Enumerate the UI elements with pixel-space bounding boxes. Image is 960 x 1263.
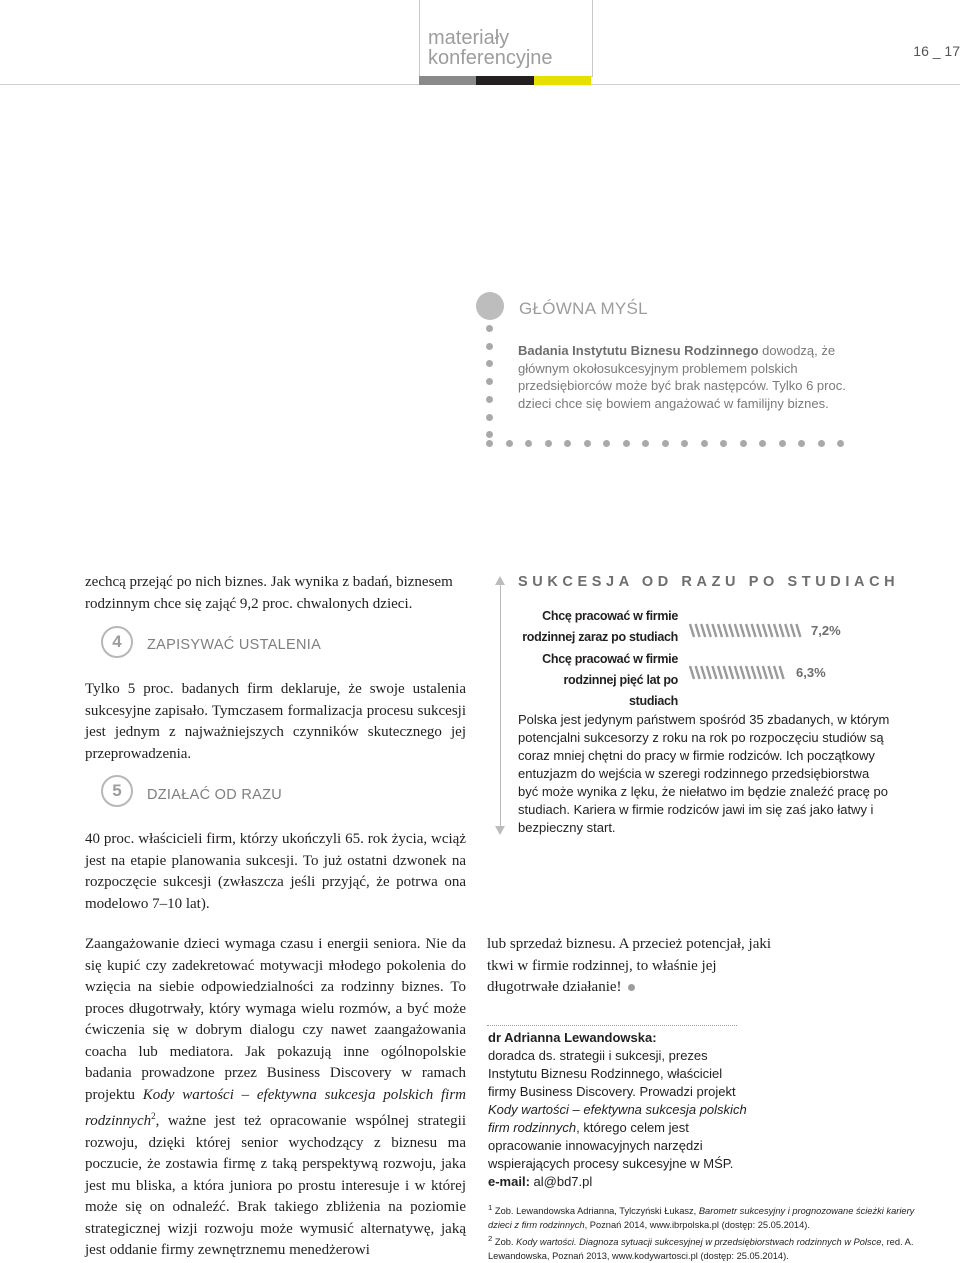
frame-dot-16	[662, 440, 669, 447]
chart-bar-1-stripe	[746, 624, 750, 637]
chart-bar-1-stripe	[696, 624, 700, 637]
chart-bar-1-stripe	[791, 624, 795, 637]
frame-dot-6	[486, 431, 493, 438]
frame-dot-5	[486, 414, 493, 421]
frame-dot-11	[564, 440, 571, 447]
arrow-down-icon	[495, 826, 505, 835]
footnote-1-number: 1	[488, 1203, 493, 1212]
footnote-ref-2: 2	[151, 1111, 156, 1121]
section-4-title: ZAPISYWAĆ USTALENIA	[147, 637, 322, 653]
frame-dot-9	[525, 440, 532, 447]
chart-bar-2-stripe	[701, 666, 705, 679]
section-5-title: DZIAŁAĆ OD RAZU	[147, 787, 283, 803]
chart-bar-2-stripe	[712, 666, 716, 679]
brand-line-1: materiały	[428, 27, 510, 49]
author-bio: doradca ds. strategii i sukcesji, prezes Instytutu Biznesu Rodzinnego, właściciel firmy Business Discovery. Prowadzi projekt	[488, 1048, 736, 1099]
chart-title: SUKCESJA OD RAZU PO STUDIACH	[518, 574, 900, 590]
chart-category-label-1-line-2: rodzinnej zaraz po studiach	[522, 630, 678, 644]
author-email: al@bd7.pl	[529, 1174, 593, 1189]
chart-bar-2-stripe	[690, 666, 694, 679]
chart-bar-2-stripe	[740, 666, 744, 679]
chart-bar-2	[690, 666, 784, 679]
chart-bar-1-stripe	[724, 624, 728, 637]
frame-dot-25	[837, 440, 844, 447]
frame-dot-8	[506, 440, 513, 447]
frame-dot-21	[759, 440, 766, 447]
chart-bar-1-stripe	[752, 624, 756, 637]
frame-dot-19	[720, 440, 727, 447]
author-project-title: Kody wartości – efektywna sukcesja polskich firm rodzinnych	[488, 1102, 747, 1135]
chart-bar-1-stripe	[707, 624, 711, 637]
chart-bar-1-stripe	[690, 624, 694, 637]
chart-bar-1-stripe	[718, 624, 722, 637]
chart-bar-2-stripe	[735, 666, 739, 679]
body-left-text: Zaangażowanie dzieci wymaga czasu i energii seniora. Nie da się kupić czy zadekretować motywacji młodego pokolenia do wzięcia na siebie odpowiedzialności za rodzinny biznes. To proces długotrwały, który wymaga wielu rozmów, a być może ćwiczenia się w dobrym dialogu czy nawet zaangażowania coacha lub mediatora. Jak pokazują inne ogólnopolskie badania prowadzone przez Business Discovery w ramach projektu	[85, 936, 466, 1103]
end-mark-icon	[628, 984, 635, 991]
chart-value-label-1: 7,2%	[811, 623, 841, 638]
brand-bar-black	[476, 76, 534, 85]
frame-dot-22	[779, 440, 786, 447]
chart-value-label-2: 6,3%	[796, 665, 826, 680]
body-left-project-title: Kody wartości – efektywna sukcesja polskich firm rodzinnych	[85, 1086, 466, 1129]
page-number: 16 _ 17	[913, 43, 960, 59]
chart-bar-2-stripe	[774, 666, 778, 679]
frame-dot-1	[486, 343, 493, 350]
chart-bar-2-stripe	[724, 666, 728, 679]
brand-bar-yellow	[534, 76, 591, 85]
chart-bar-1-stripe	[740, 624, 744, 637]
frame-dot-7	[486, 440, 493, 447]
chart-bar-1-stripe	[780, 624, 784, 637]
intro-paragraph: zechcą przejąć po nich biznes. Jak wynika z badań, biznesem rodzinnym chce się zająć 9,2 proc. chwalonych dzieci.	[85, 574, 453, 612]
section-5-text: 40 proc. właścicieli firm, którzy ukończyli 65. rok życia, wciąż jest na etapie planowania sukcesji. To już ostatni dzwonek na rozpoczęcie sukcesji (zwłaszcza jeśli przyjąć, że potrwa ona modelowo 7–10 lat).	[85, 831, 466, 912]
frame-dot-10	[545, 440, 552, 447]
main-thought-body	[518, 342, 858, 412]
chart-bar-2-stripe	[780, 666, 784, 679]
chart-bar-1	[690, 624, 800, 637]
footnote-1	[488, 1201, 928, 1232]
frame-dot-2	[486, 360, 493, 367]
frame-dot-12	[584, 440, 591, 447]
author-bio-rest: , którego celem jest opracowanie innowacyjnych narzędzi wspierających procesy sukcesyjne w MŚP.	[488, 1120, 734, 1171]
section-4-text: Tylko 5 proc. badanych firm deklaruje, że swoje ustalenia sukcesyjne zapisało. Tymczasem formalizacja procesu sukcesji jest jednym z najważniejszych czynników skutecznego jej przeprowadzenia.	[85, 681, 466, 762]
footnote-2-source: , red. A. Lewandowska, Poznań 2013, www.kodywartosci.pl (dostęp: 25.05.2014).	[488, 1237, 914, 1261]
chart-category-label-2	[518, 649, 678, 712]
chart-bar-2-stripe	[696, 666, 700, 679]
chart-bar-1-stripe	[729, 624, 733, 637]
footnote-2-number: 2	[488, 1234, 493, 1244]
section-4-number: 4	[101, 626, 133, 658]
main-thought-bullet-icon	[476, 292, 504, 320]
chart-bar-2-stripe	[763, 666, 767, 679]
body-right-text: lub sprzedaż biznesu. A przecież potencjał, jaki tkwi w firmie rodzinnej, to właśnie jej długotrwałe działanie!	[487, 936, 772, 995]
chart-bar-1-stripe	[796, 624, 800, 637]
author-name: dr Adrianna Lewandowska:	[488, 1030, 657, 1045]
footnote-1-source: , Poznań 2014, www.ibrpolska.pl (dostęp: 25.05.2014).	[584, 1219, 810, 1230]
frame-dot-3	[486, 378, 493, 385]
section-5-number: 5	[101, 775, 133, 807]
body-right-paragraph	[487, 934, 787, 999]
body-left-paragraph	[85, 934, 466, 1262]
frame-dot-24	[818, 440, 825, 447]
chart-bar-1-stripe	[763, 624, 767, 637]
chart-description: Polska jest jedynym państwem spośród 35 zbadanych, w którym potencjalni sukcesorzy z roku na rok po rozpoczęciu studiów są coraz mniej chętni do pracy w firmie rodziców. Ich początkowy entuzjazm do wejścia w szeregi rodzinnego przedsiębiorstwa być może wynika z lęku, że niełatwo im będzie znaleźć pracę po studiach. Kariera w firmie rodziców jawi im się zaś jako łatwy i bezpieczny start.	[518, 712, 890, 835]
chart-category-label-1-line-1: Chcę pracować w firmie	[542, 609, 678, 623]
frame-dot-14	[623, 440, 630, 447]
footnote-2-text: Zob.	[492, 1237, 517, 1248]
brand-logo	[428, 28, 553, 68]
frame-dot-17	[681, 440, 688, 447]
frame-dot-4	[486, 396, 493, 403]
chart-bar-1-stripe	[735, 624, 739, 637]
frame-dot-13	[603, 440, 610, 447]
author-box	[488, 1029, 748, 1191]
author-divider	[487, 1025, 737, 1026]
chart-bar-2-stripe	[768, 666, 772, 679]
chart-bar-1-stripe	[712, 624, 716, 637]
chart-bar-2-stripe	[729, 666, 733, 679]
frame-dot-18	[701, 440, 708, 447]
chart-bar-2-stripe	[752, 666, 756, 679]
chart-bar-1-stripe	[757, 624, 761, 637]
footnote-1-text: Zob. Lewandowska Adrianna, Tylczyński Łukasz,	[492, 1206, 699, 1217]
chart-bar-2-stripe	[746, 666, 750, 679]
chart-category-label-2-line-2: rodzinnej pięć lat po studiach	[563, 673, 678, 708]
brand-bar-gray	[419, 76, 476, 85]
chart-bar-2-stripe	[718, 666, 722, 679]
footnotes	[488, 1201, 928, 1263]
main-thought-lead: Badania Instytutu Biznesu Rodzinnego	[518, 343, 759, 358]
frame-dot-15	[642, 440, 649, 447]
footnote-2-title: Kody wartości. Diagnoza sytuacji sukcesyjnej w przedsiębiorstwach rodzinnych w Polsce	[516, 1237, 882, 1248]
chart-bar-1-stripe	[774, 624, 778, 637]
brand-line-2: konferencyjne	[428, 47, 553, 69]
frame-dot-23	[798, 440, 805, 447]
vertical-rule	[500, 584, 501, 832]
frame-dot-20	[740, 440, 747, 447]
chart-bar-1-stripe	[768, 624, 772, 637]
chart-category-label-1	[518, 606, 678, 648]
chart-bar-2-stripe	[757, 666, 761, 679]
body-left-text-rest: , ważne jest też opracowanie wspólnej strategii rozwoju, dzięki której senior wychodzący z biznesu ma poczucie, że zostawia firmę z taką perspektywą rozwoju, jaka jest mu bliska, a która juniora po prostu interesuje i w której może się on odnaleźć. Brak takiego zbliżenia na poziomie strategicznej wizji rozwoju może wymusić alternatywę, jaką jest oddanie firmy zewnętrznemu menedżerowi	[85, 1113, 466, 1258]
chart-bar-2-stripe	[707, 666, 711, 679]
author-email-label: e-mail:	[488, 1174, 530, 1189]
chart-category-label-2-line-1: Chcę pracować w firmie	[542, 652, 678, 666]
footnote-2	[488, 1232, 928, 1263]
chart-bars	[688, 620, 808, 690]
main-thought-text: dowodzą, że głównym okołosukcesyjnym problemem polskich przedsiębiorców może być brak następców. Tylko 6 proc. dzieci chce się bowiem angażować w familijny biznes.	[518, 343, 846, 411]
chart-bar-1-stripe	[785, 624, 789, 637]
frame-dot-0	[486, 325, 493, 332]
main-thought-title: GŁÓWNA MYŚL	[519, 299, 648, 318]
chart-bar-1-stripe	[701, 624, 705, 637]
footnote-1-title: Barometr sukcesyjny i prognozowane ścieżki kariery dzieci z firm rodzinnych	[488, 1206, 915, 1230]
